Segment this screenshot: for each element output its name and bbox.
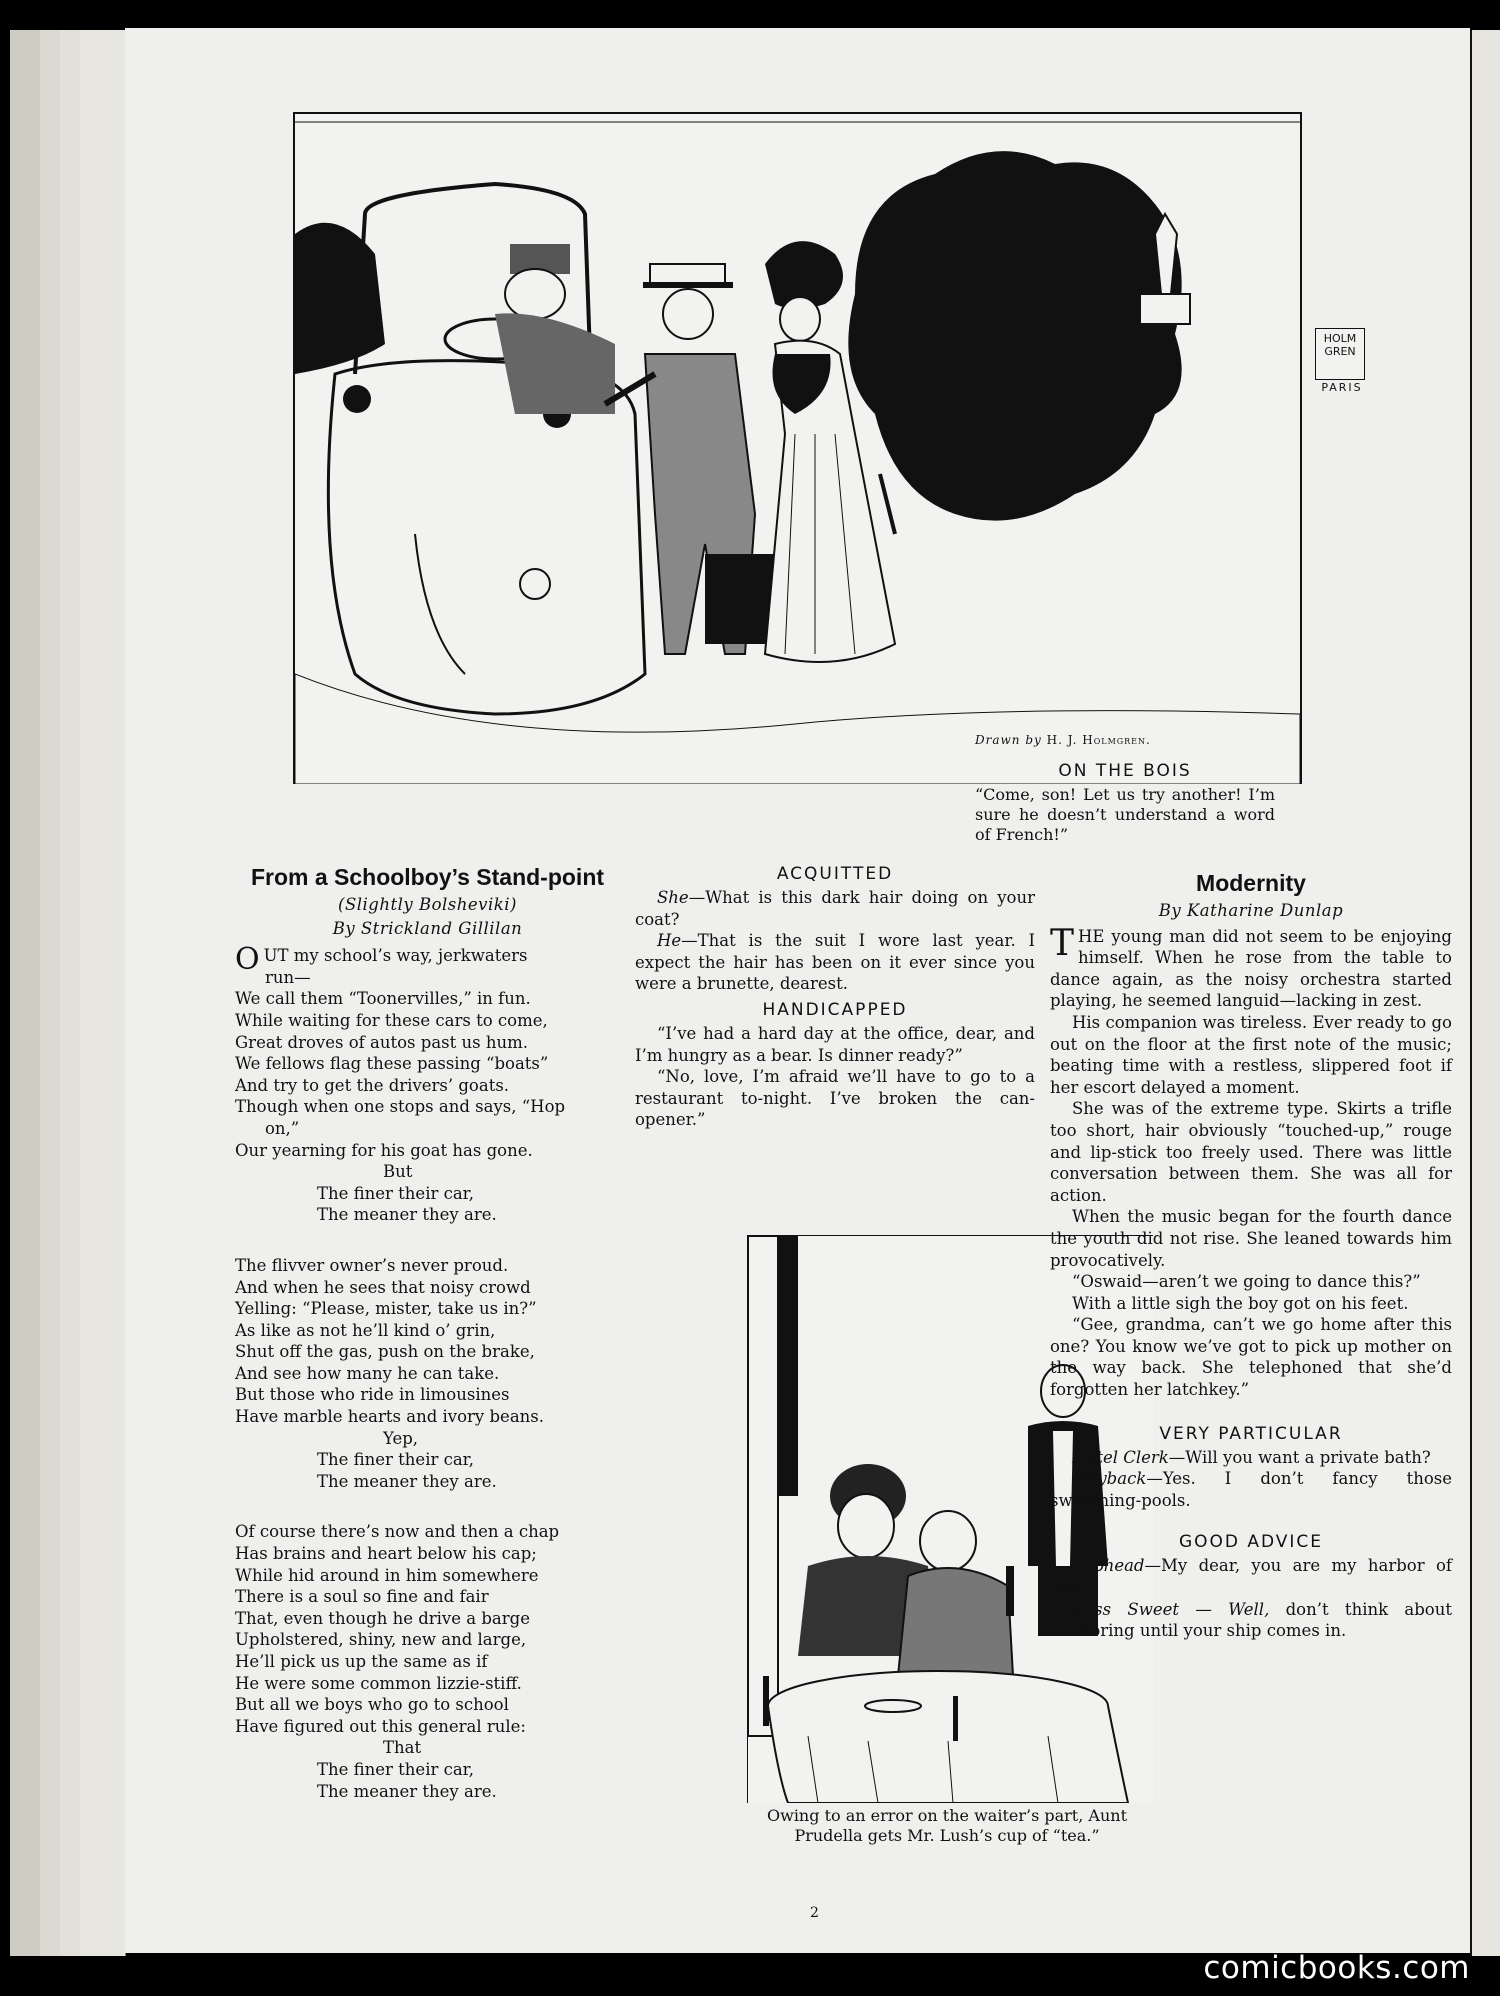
poem-line: The flivver owner’s never proud. [235, 1255, 509, 1275]
page-number: 2 [810, 1905, 819, 1921]
poem-line: UT my school’s way, jerkwaters [263, 946, 528, 966]
book-edge [80, 30, 126, 1956]
poem-line: Great droves of autos past us hum. [235, 1032, 528, 1052]
poem-line: As like as not he’ll kind o’ grin, [235, 1320, 496, 1340]
poem-line: Have marble hearts and ivory beans. [235, 1407, 544, 1427]
speaker: Miss Sweet — Well, [1072, 1599, 1270, 1619]
credit-prefix: Drawn by [975, 733, 1042, 747]
acquitted-title: ACQUITTED [776, 864, 894, 884]
dialogue-text: —Yes. I don’t fancy those swimming-pools. [1050, 1469, 1452, 1510]
very-particular-title: VERY PARTICULAR [1159, 1423, 1343, 1444]
modernity-title: Modernity [1196, 870, 1306, 896]
refrain-line: The meaner they are. [317, 1205, 497, 1225]
right-column [1050, 863, 1452, 1642]
modernity-paragraph: She was of the extreme type. Skirts a trifle too short, hair obviously “touched-up,” rouge and lip-stick too freely used. There was little conversation between them. She was all for action. [1050, 1099, 1452, 1205]
poem-line: Though when one stops and says, “Hop [235, 1097, 566, 1117]
poem-line: Our yearning for his goat has gone. [235, 1140, 533, 1160]
poem-line: Have figured out this general rule: [235, 1716, 526, 1736]
good-advice-title: GOOD ADVICE [1178, 1532, 1324, 1553]
joke-line [1050, 1555, 1452, 1598]
watermark: comicbooks.com [1203, 1950, 1470, 1986]
restaurant-caption: Owing to an error on the waiter’s part, Aunt Prudella gets Mr. Lush’s cup of “tea.” [767, 1806, 1127, 1845]
modernity-paragraph: “Gee, grandma, can’t we go home after this one? You know we’ve got to pick up mother on the way back. She telephoned that she’d forgotten her latchkey.” [1050, 1315, 1452, 1400]
modernity-paragraph: With a little sigh the boy got on his feet. [1072, 1293, 1409, 1313]
modernity-paragraph [1050, 922, 1452, 1012]
poem-line: Shut off the gas, push on the brake, [235, 1342, 535, 1362]
speaker: She [657, 888, 689, 907]
joke-line [1050, 1468, 1452, 1511]
modernity-paragraph: His companion was tireless. Ever ready to go out on the floor at the first note of the music; beating time with a restless, slippered foot if her escort delayed a moment. [1050, 1012, 1452, 1097]
poem-line: But those who ride in limousines [235, 1385, 510, 1405]
modernity-paragraph: When the music began for the fourth dance the youth did not rise. She leaned towards him provocatively. [1050, 1207, 1452, 1270]
signature-line: HOLM [1323, 332, 1357, 345]
speaker: Wayback [1072, 1469, 1147, 1489]
refrain-word: Yep, [383, 1428, 419, 1448]
magazine-page [125, 28, 1470, 1953]
poem-body [235, 942, 620, 1802]
poem-line: Yelling: “Please, mister, take us in?” [235, 1299, 537, 1319]
speaker: He [657, 931, 682, 951]
modernity-byline: By Katharine Dunlap [1158, 901, 1344, 920]
handicapped-title: HANDICAPPED [762, 999, 908, 1020]
refrain-word: But [383, 1162, 413, 1182]
poem-line: There is a soul so fine and fair [235, 1587, 489, 1607]
refrain-line: The finer their car, [317, 1450, 474, 1470]
car-scene-drawing [295, 114, 1300, 784]
illustration-caption-title: ON THE BOIS [1058, 761, 1192, 781]
poem-line: Has brains and heart below his cap; [235, 1544, 537, 1564]
poem-line: While hid around in him somewhere [235, 1565, 539, 1585]
signature-place: PARIS [1321, 381, 1363, 394]
middle-column [635, 863, 1035, 1131]
car-scene-illustration [293, 112, 1302, 784]
drop-cap: O [235, 942, 260, 978]
poem-line: And when he sees that noisy crowd [235, 1277, 531, 1297]
drop-cap: T [1050, 922, 1075, 964]
poem-line: He’ll pick us up the same as if [235, 1652, 488, 1671]
credit-name: H. J. Holmgren. [1046, 733, 1151, 747]
poem-line: While waiting for these cars to come, [235, 1010, 548, 1030]
handicapped-paragraph: “No, love, I’m afraid we’ll have to go to a restaurant to-night. I’ve broken the can-opener.” [635, 1067, 1035, 1130]
paragraph-text: HE young man did not seem to be enjoying himself. When he rose from the table to dance again, as the noisy orchestra started playing, he seemed languid—lacking in zest. [1050, 926, 1452, 1011]
refrain-line: The meaner they are. [317, 1781, 497, 1801]
illustration-caption-text: “Come, son! Let us try another! I’m sure he doesn’t understand a word of French!” [975, 785, 1275, 844]
poem-title: From a Schoolboy’s Stand-point [250, 864, 605, 890]
poem-line: And see how many he can take. [235, 1363, 500, 1383]
dialogue-text: don’t think about anchoring until your ship comes in. [1050, 1599, 1452, 1641]
dialogue-text: —My dear, you are my harbor of love. [1050, 1556, 1452, 1598]
poem-line: We fellows flag these passing “boats” [235, 1054, 549, 1074]
poem-column [235, 863, 620, 1802]
signature-line: GREN [1324, 345, 1356, 358]
poem-line: But all we boys who go to school [235, 1695, 509, 1715]
dialogue-text: —That is the suit I wore last year. I expect the hair has been on it ever since you were a brunette, dearest. [635, 931, 1035, 994]
refrain-line: The meaner they are. [317, 1471, 497, 1491]
poem-line: We call them “Toonervilles,” in fun. [235, 989, 531, 1009]
poem-line: Of course there’s now and then a chap [235, 1522, 560, 1542]
poem-line: That, even though he drive a barge [235, 1608, 530, 1628]
speaker: Saphead [1072, 1556, 1145, 1576]
next-page-edge [1470, 30, 1500, 1956]
poem-line: Upholstered, shiny, new and large, [235, 1630, 527, 1650]
illustration-credit [975, 733, 1151, 747]
poem-subtitle: (Slightly Bolsheviki) [338, 895, 517, 914]
joke-line [1050, 1599, 1452, 1642]
refrain-line: The finer their car, [317, 1759, 474, 1779]
acquitted-line [635, 887, 1035, 930]
poem-line: on,” [265, 1118, 300, 1138]
poem-byline: By Strickland Gillilan [332, 918, 523, 938]
poem-line: run— [265, 967, 311, 987]
joke-line [1050, 1447, 1452, 1469]
modernity-paragraph: “Oswaid—aren’t we going to dance this?” [1072, 1272, 1421, 1292]
refrain-word: That [383, 1738, 422, 1758]
artist-signature [1315, 328, 1365, 394]
refrain-line: The finer their car, [317, 1183, 474, 1203]
poem-line: He were some common lizzie-stiff. [235, 1673, 522, 1693]
dialogue-text: —Will you want a private bath? [1168, 1447, 1431, 1467]
acquitted-line [635, 930, 1035, 995]
speaker: Hotel Clerk [1072, 1447, 1169, 1467]
dialogue-text: —What is this dark hair doing on your coat? [635, 888, 1035, 929]
handicapped-paragraph: “I’ve had a hard day at the office, dear, and I’m hungry as a bear. Is dinner ready?” [635, 1023, 1035, 1065]
poem-line: And try to get the drivers’ goats. [235, 1075, 510, 1095]
